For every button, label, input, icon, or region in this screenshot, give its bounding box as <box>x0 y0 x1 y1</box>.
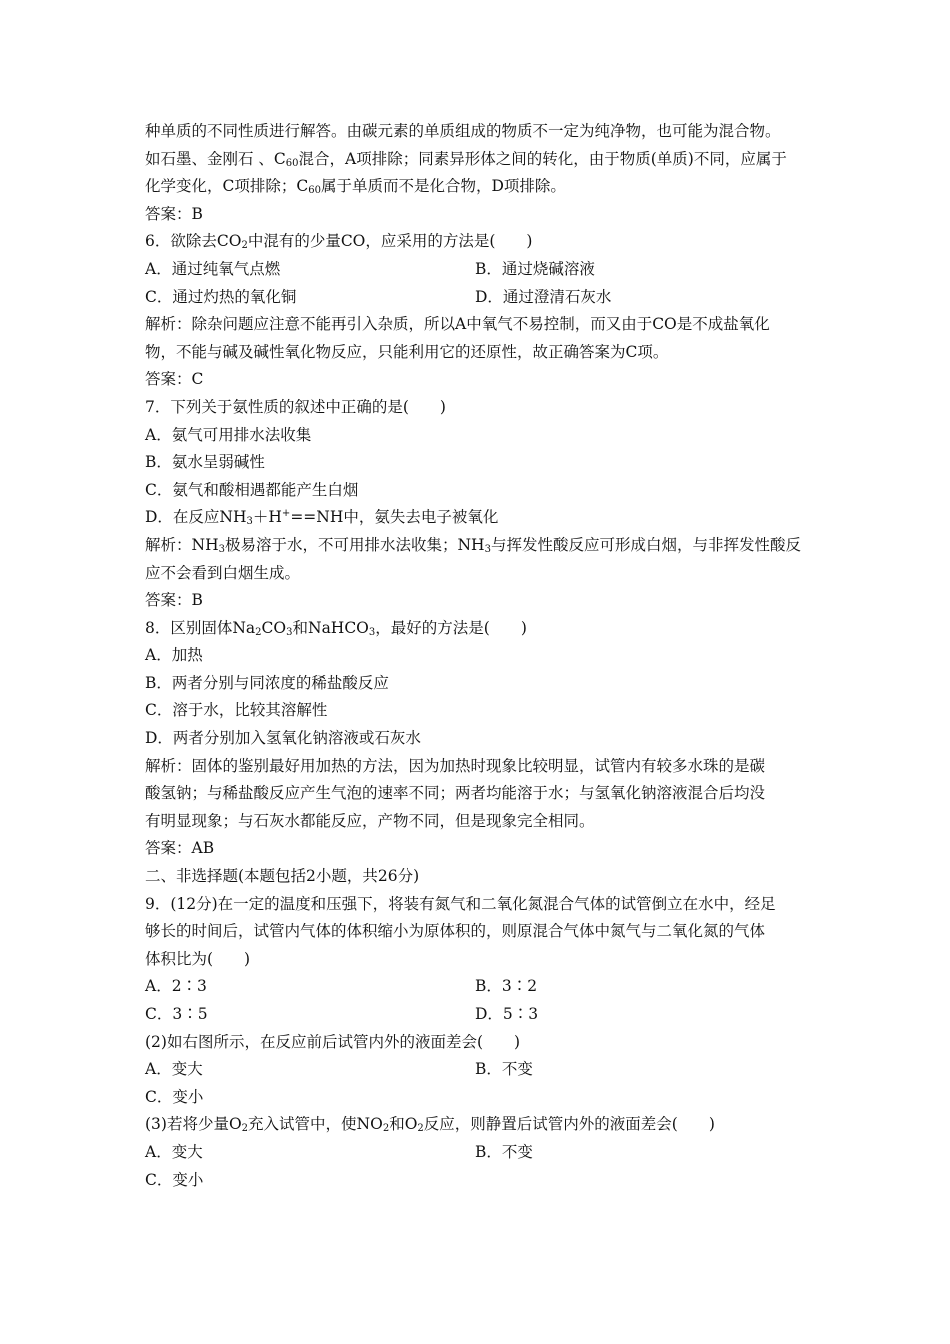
q9-stem-1: 9．(12分)在一定的温度和压强下，将装有氮气和二氧化氮混合气体的试管倒立在水中，经足 <box>145 894 776 913</box>
q6-option-b: B．通过烧碱溶液 <box>475 259 595 278</box>
q9-option-c: C．3∶5 <box>145 1005 208 1023</box>
answer-8: 答案：AB <box>145 839 215 858</box>
q9-part3-option-a: A．变大 <box>145 1142 203 1161</box>
q6-option-c: C．通过灼热的氧化铜 <box>145 287 297 306</box>
q9-part3-stem: (3)若将少量$O_2$充入试管中，使$NO_2$和$O_2$反应，则静置后试管内外的液面差会( ) <box>145 1115 715 1135</box>
q8-analysis-1: 解析：固体的鉴别最好用加热的方法，因为加热时现象比较明显，试管内有较多水珠的是碳 <box>145 756 766 775</box>
q9-part2-stem: (2)如右图所示，在反应前后试管内外的液面差会( ) <box>145 1032 521 1051</box>
q9-part2-option-a: A．变大 <box>145 1060 203 1079</box>
q7-option-c: C．氨气和酸相遇都能产生白烟 <box>145 480 359 499</box>
q7-option-a: A．氨气可用排水法收集 <box>145 425 312 444</box>
q9-stem-2: 够长的时间后，试管内气体的体积缩小为原体积的，则原混合气体中氮气与二氧化氮的气体 <box>145 922 766 941</box>
answer-5: 答案：B <box>145 204 203 223</box>
q9-part3-option-b: B．不变 <box>475 1142 533 1161</box>
q7-analysis-1: 解析：$NH_3$极易溶于水，不可用排水法收集；$NH_3$与挥发性酸反应可形成白烟，与非挥发性酸反 <box>145 535 801 555</box>
q8-analysis-3: 有明显现象；与石灰水都能反应，产物不同，但是现象完全相同。 <box>145 811 595 830</box>
q8-option-a: A．加热 <box>145 646 203 665</box>
answer-7: 答案：B <box>145 591 203 610</box>
q9-options-ab <box>145 973 825 1001</box>
q6-stem: 6．欲除去$CO_2$中混有的少量CO，应采用的方法是( ) <box>145 232 533 252</box>
section-heading: 二、非选择题(本题包括2小题，共26分) <box>145 867 420 886</box>
intro-line-1: 种单质的不同性质进行解答。由碳元素的单质组成的物质不一定为纯净物，也可能为混合物。 <box>145 122 781 140</box>
q6-options-cd <box>145 284 825 312</box>
q9-part3-options-ab <box>145 1139 825 1167</box>
q6-analysis-2: 物，不能与碱及碱性氧化物反应，只能利用它的还原性，故正确答案为C项。 <box>145 342 669 361</box>
q7-option-d: D．在反应$NH_3+H^+==NH$中，氨失去电子被氧化 <box>145 508 499 528</box>
q9-option-a: A．2∶3 <box>145 977 207 996</box>
q7-analysis-2: 应不会看到白烟生成。 <box>145 563 301 582</box>
intro-line-3: 化学变化，C项排除；$C_{60}$属于单质而不是化合物，D项排除。 <box>145 177 566 197</box>
q9-options-cd <box>145 1001 825 1029</box>
q6-analysis-1: 解析：除杂问题应注意不能再引入杂质，所以A中氧气不易控制，而又由于CO是不成盐氧化 <box>145 315 770 334</box>
q9-part2-option-c: C．变小 <box>145 1087 204 1106</box>
q9-option-d: D．5∶3 <box>475 1005 539 1023</box>
q6-option-a: A．通过纯氧气点燃 <box>145 259 281 278</box>
q6-option-d: D．通过澄清石灰水 <box>475 287 612 306</box>
q7-stem: 7．下列关于氨性质的叙述中正确的是( ) <box>145 397 446 416</box>
q9-part2-options-ab <box>145 1056 825 1084</box>
intro-line-2: 如石墨、金刚石 、$C_{60}$混合，A项排除；同素异形体之间的转化，由于物质(单质)不同，应属于 <box>145 149 787 169</box>
document-page <box>145 118 825 1194</box>
q9-option-b: B．3∶2 <box>475 977 538 996</box>
answer-6: 答案：C <box>145 370 204 389</box>
q8-option-c: C．溶于水，比较其溶解性 <box>145 701 328 720</box>
q8-option-b: B．两者分别与同浓度的稀盐酸反应 <box>145 673 389 692</box>
q9-stem-3: 体积比为( ) <box>145 949 251 968</box>
q8-option-d: D．两者分别加入氢氧化钠溶液或石灰水 <box>145 729 421 748</box>
q7-option-b: B．氨水呈弱碱性 <box>145 453 265 472</box>
q8-analysis-2: 酸氢钠；与稀盐酸反应产生气泡的速率不同；两者均能溶于水；与氢氧化钠溶液混合后均没 <box>145 784 766 803</box>
q6-options-ab <box>145 256 825 284</box>
q9-part3-option-c: C．变小 <box>145 1170 204 1189</box>
q8-stem: 8．区别固体$Na_2CO_3$和NaHCO$_3$，最好的方法是( ) <box>145 618 527 638</box>
q9-part2-option-b: B．不变 <box>475 1060 533 1079</box>
